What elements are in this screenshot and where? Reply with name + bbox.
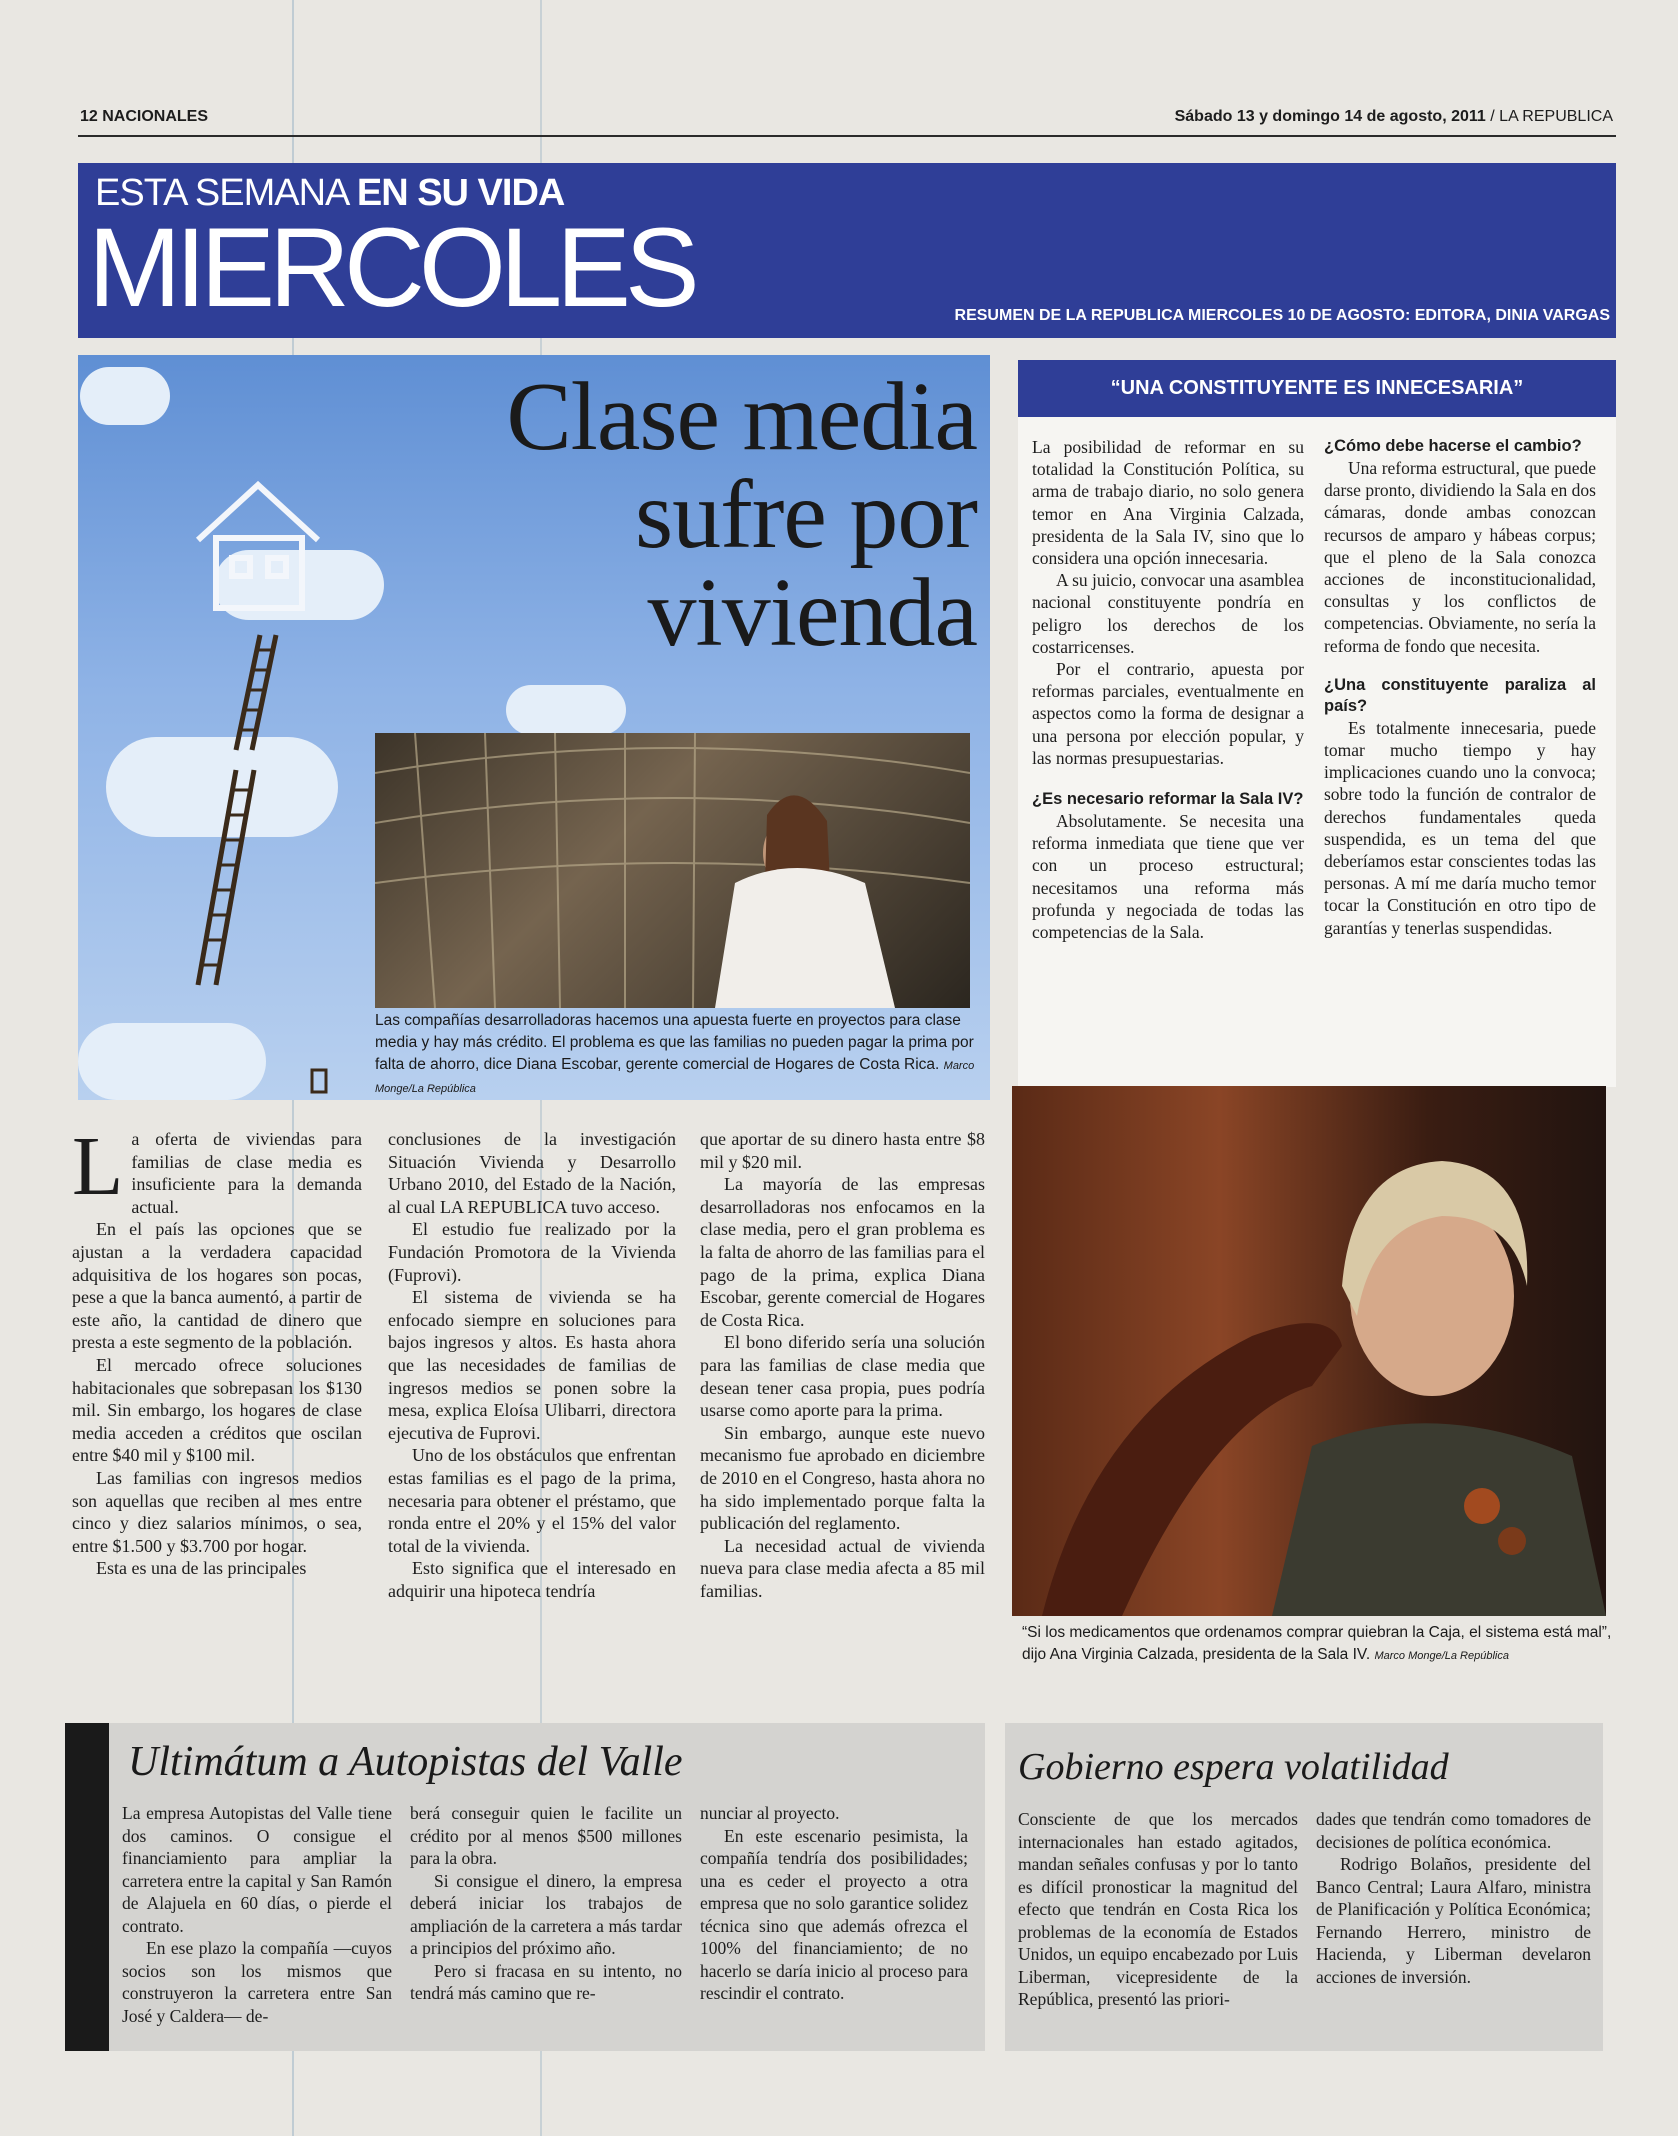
story-column-2: [1316, 1808, 1591, 1988]
paragraph: que aportar de su dinero hasta entre $8 mil y $20 mil.: [700, 1129, 985, 1172]
story-column-3: [700, 1802, 968, 2005]
paragraph: Si consigue el dinero, la empresa deberá iniciar los trabajos de ampliación de la carretera a más tardar a principios del próximo año.: [410, 1870, 682, 1958]
paragraph: En el país las opciones que se ajustan a la verdadera capacidad adquisitiva de los hogares son pocas, pese a que la banca aumentó, a partir de este año, la cantidad de dinero que presta a este segmento de la población.: [72, 1219, 362, 1353]
section-label: 12 NACIONALES: [80, 108, 209, 125]
photo-illustration: [1012, 1086, 1606, 1616]
kicker-bold: EN SU VIDA: [356, 172, 565, 214]
story-accent-bar: [65, 1723, 109, 2051]
story-title: Ultimátum a Autopistas del Valle: [128, 1739, 683, 1785]
paragraph: Absolutamente. Se necesita una reforma inmediata que tiene que ver con un proceso estructural; necesitamos una reforma más profunda y negociada de todas las competencias de la Sala.: [1032, 811, 1304, 943]
paragraph: dades que tendrán como tomadores de decisiones de política económica.: [1316, 1809, 1591, 1852]
paper-name: LA REPUBLICA: [1499, 108, 1613, 125]
article-column-1: [72, 1120, 362, 1580]
headline-line: sufre por: [634, 461, 977, 569]
masthead-rule: [78, 135, 1616, 137]
paragraph: Consciente de que los mercados internacionales han estado agitados, mandan señales confusas y por lo tanto es difícil pronosticar la magnitud del efecto que tendrán en Costa Rica los problemas de la economía de Estados Unidos, un equipo encabezado por Luis Liberman, vicepresidente de la República, presentó las priori-: [1018, 1809, 1298, 2009]
construction-photo: [375, 733, 970, 1008]
paragraph: berá conseguir quien le facilite un crédito por al menos $500 millones para la obra.: [410, 1803, 682, 1868]
portrait-caption: [1022, 1622, 1612, 1667]
interview-question: ¿Cómo debe hacerse el cambio?: [1324, 437, 1582, 455]
story-column-2: [410, 1802, 682, 2005]
paragraph: La mayoría de las empresas desarrolladoras nos enfocamos en la clase media, pero el gran problema es la falta de ahorro de las familias para el pago de la prima, explica Diana Escobar, gerente comercial de Hogares de Costa Rica.: [700, 1174, 985, 1330]
article-column-2: [388, 1128, 676, 1602]
sidebar-title: “UNA CONSTITUYENTE ES INNECESARIA”: [1018, 360, 1616, 417]
paragraph: La necesidad actual de vivienda nueva para clase media afecta a 85 mil familias.: [700, 1535, 985, 1601]
paragraph: Uno de los obstáculos que enfrentan estas familias es el pago de la prima, necesaria para obtener el préstamo, que ronda entre el 20% y el 15% del valor total de la vivienda.: [388, 1445, 676, 1556]
paragraph: El bono diferido sería una solución para las familias de clase media que desean tener casa propia, pues podría usarse como aporte para la prima.: [700, 1332, 985, 1421]
photo-credit: Marco Monge/La República: [1374, 1650, 1509, 1662]
paragraph: a oferta de viviendas para familias de clase media es insuficiente para la demanda actual.: [131, 1129, 362, 1217]
paragraph: nunciar al proyecto.: [700, 1803, 840, 1823]
photo-credit: Marco Monge/La República: [375, 1060, 975, 1095]
paragraph: El estudio fue realizado por la Fundación Promotora de la Vivienda (Fuprovi).: [388, 1219, 676, 1285]
caption-text: “Si los medicamentos que ordenamos comprar quiebran la Caja, el sistema está mal”, dijo Ana Virginia Calzada, presidenta de la Sala IV.: [1022, 1624, 1612, 1663]
cloud-icon: [506, 685, 626, 735]
paragraph: Por el contrario, apuesta por reformas parciales, eventualmente en aspectos como la forma de designar a una persona por elección popular, y las normas presupuestarias.: [1032, 659, 1304, 768]
article-column-3: [700, 1128, 985, 1602]
paragraph: Rodrigo Bolaños, presidente del Banco Central; Laura Alfaro, ministra de Planificación y Política Económica; Fernando Herrero, ministro de Hacienda, y Liberman develaron acciones de inversión.: [1316, 1854, 1591, 1987]
paragraph: La posibilidad de reformar en su totalidad la Constitución Política, su arma de trabajo diario, no solo genera temor en Ana Virginia Calzada, presidenta de la Sala IV, sino que lo considera una opción innecesaria.: [1032, 437, 1304, 569]
paragraph: Sin embargo, aunque este nuevo mecanismo fue aprobado en diciembre de 2010 en el Congreso, hasta ahora no ha sido implementado porque falta la publicación del reglamento.: [700, 1422, 985, 1534]
issue-date: Sábado 13 y domingo 14 de agosto, 2011: [1174, 108, 1486, 125]
drop-cap: L: [72, 1120, 124, 1213]
paragraph: Pero si fracasa en su intento, no tendrá más camino que re-: [410, 1960, 682, 2003]
paragraph: Es totalmente innecesaria, puede tomar mucho tiempo y hay implicaciones cuando uno la convoca; sobre todo la función de contralor de derechos fundamentales queda suspendida, es un tema del que deberíamos estar conscientes todas las personas. A mí me daría mucho temor tocar la Constitución en otro tipo de garantías y tenerlas suspendidas.: [1324, 717, 1596, 938]
interview-column-1: [1032, 436, 1304, 943]
paragraph: En este escenario pesimista, la compañía tendría dos posibilidades; una es ceder el proyecto a otra empresa que no solo garantice solidez técnica sino que además ofrezca el 100% del financiamiento; de no hacerlo se daría inicio al proceso para rescindir el contrato.: [700, 1825, 968, 2003]
kicker-light: ESTA SEMANA: [95, 172, 348, 214]
photo-illustration: [375, 733, 970, 1008]
headline-line: vivienda: [647, 559, 977, 667]
summary-editor-line: RESUMEN DE LA REPUBLICA MIERCOLES 10 DE AGOSTO: EDITORA, DINIA VARGAS: [954, 307, 1610, 324]
paragraph: A su juicio, convocar una asamblea nacional constituyente pondría en peligro los derechos de los costarricenses.: [1032, 570, 1304, 657]
interview-column-2: [1324, 436, 1596, 939]
story-column-1: [1018, 1808, 1298, 2011]
paragraph: Esto significa que el interesado en adquirir una hipoteca tendría: [388, 1558, 676, 1601]
masthead-separator: /: [1490, 108, 1495, 125]
paragraph: En ese plazo la compañía —cuyos socios son los mismos que construyeron la carretera entre San José y Caldera— de-: [122, 1938, 392, 2026]
cloud-icon: [80, 367, 170, 425]
day-title: MIERCOLES: [88, 205, 694, 330]
story-column-1: [122, 1802, 392, 2027]
portrait-photo: [1012, 1086, 1606, 1616]
main-headline: [355, 363, 977, 667]
interview-question: ¿Una constituyente paraliza al país?: [1324, 675, 1596, 715]
caption-text: Las compañías desarrolladoras hacemos una apuesta fuerte en proyectos para clase media y hay más crédito. El problema es que las familias no pueden pagar la prima por falta de ahorro, dice Diana Escobar, gerente comercial de Hogares de Costa Rica.: [375, 1012, 974, 1073]
story-title: Gobierno espera volatilidad: [1018, 1746, 1449, 1788]
paragraph: El sistema de vivienda se ha enfocado siempre en soluciones para bajos ingresos y altos. Es hasta ahora que las necesidades de familias de ingresos medios se ponen sobre la mesa, explica Eloísa Ulibarri, directora ejecutiva de Fuprovi.: [388, 1287, 676, 1443]
paragraph: Las familias con ingresos medios son aquellas que reciben al mes entre cinco y diez salarios mínimos, o sea, entre $1.500 y $3.700 por hogar.: [72, 1467, 362, 1556]
paragraph: Esta es una de las principales: [96, 1558, 307, 1579]
interview-question: ¿Es necesario reformar la Sala IV?: [1032, 790, 1304, 809]
paragraph: Una reforma estructural, que puede darse pronto, dividiendo la Sala en dos cámaras, donde ambas conozcan recursos de amparo y hábeas corpus; que el pleno de la Sala conozca acciones de inconstitucionalidad, consultas y los conflictos de competencias. Obviamente, no sería la reforma de fondo que necesita.: [1324, 458, 1596, 656]
paragraph: conclusiones de la investigación Situación Vivienda y Desarrollo Urbano 2010, del Estado de la Nación, al cual LA REPUBLICA tuvo acceso.: [388, 1129, 676, 1217]
photo-caption: [375, 1010, 980, 1100]
masthead-date-line: [1175, 108, 1613, 126]
paragraph: El mercado ofrece soluciones habitacionales que sobrepasan los $130 mil. Sin embargo, los hogares de clase media acceden a créditos que oscilan entre $40 mil y $100 mil.: [72, 1354, 362, 1466]
paragraph: La empresa Autopistas del Valle tiene dos caminos. O consigue el financiamiento para ampliar la carretera entre la capital y San Ramón de Alajuela en 60 días, o pierde el contrato.: [122, 1803, 392, 1936]
headline-line: Clase media: [506, 363, 977, 471]
